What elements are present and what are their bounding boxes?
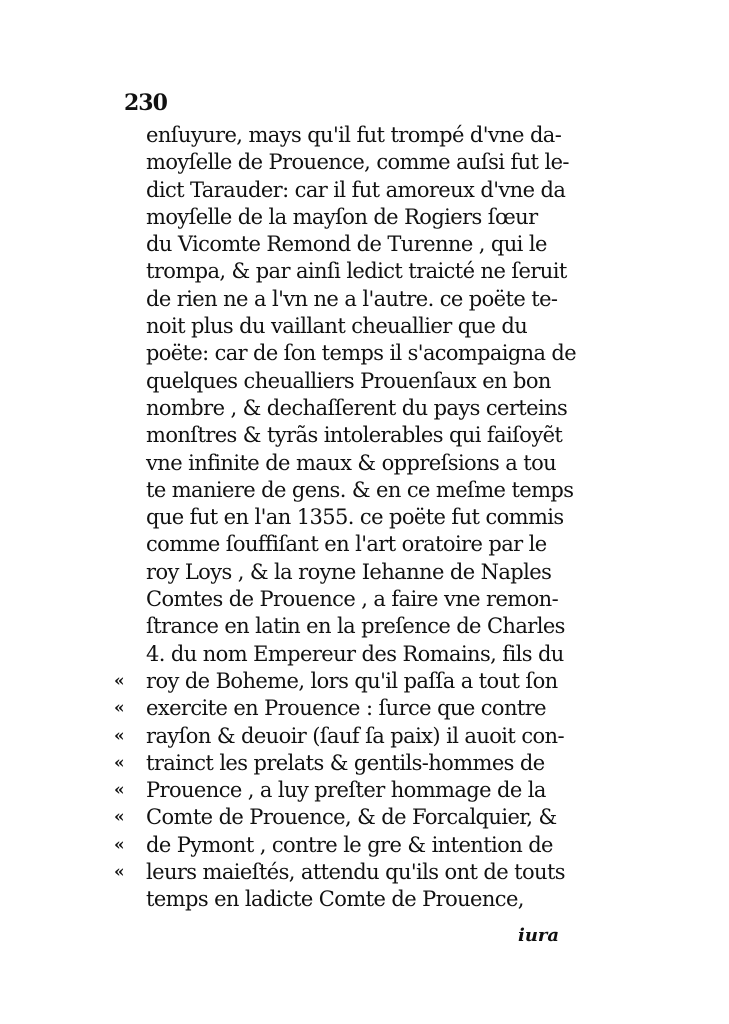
marginal-quote-mark: « bbox=[114, 670, 125, 691]
text-line bbox=[114, 777, 576, 804]
line-text: poëte: car de ſon temps il s'acompaigna de bbox=[146, 341, 576, 366]
text-line bbox=[146, 368, 576, 395]
line-text: te maniere de gens. & en ce meſme temps bbox=[146, 477, 574, 502]
text-line bbox=[146, 395, 576, 422]
line-text: Prouence , a luy preſter hommage de la bbox=[146, 778, 546, 803]
line-text: trainct les prelats & gentils-hommes de bbox=[146, 750, 545, 775]
line-text: noit plus du vaillant cheuallier que du bbox=[146, 314, 528, 339]
line-text: ſtrance en latin en la preſence de Charles bbox=[146, 614, 565, 639]
text-line bbox=[146, 258, 576, 285]
text-line bbox=[114, 804, 576, 831]
line-text: vne infinite de maux & oppreſsions a tou bbox=[146, 450, 557, 475]
line-text: enſuyure, mays qu'il fut trompé d'vne da- bbox=[146, 123, 562, 147]
text-line bbox=[146, 586, 576, 613]
text-line bbox=[146, 122, 576, 149]
text-line bbox=[114, 723, 576, 750]
line-text: 4. du nom Empereur des Romains, fils du bbox=[146, 641, 564, 666]
text-line bbox=[146, 149, 576, 176]
text-line bbox=[146, 286, 576, 313]
text-line bbox=[146, 340, 576, 367]
marginal-quote-mark: « bbox=[114, 725, 125, 746]
marginal-quote-mark: « bbox=[114, 834, 125, 855]
line-text: du Vicomte Remond de Turenne , qui le bbox=[146, 232, 547, 257]
text-line bbox=[146, 313, 576, 340]
text-line bbox=[146, 231, 576, 258]
text-line bbox=[114, 859, 576, 886]
text-line bbox=[114, 750, 576, 777]
text-line bbox=[114, 695, 576, 722]
text-line bbox=[146, 531, 576, 558]
text-line bbox=[146, 613, 576, 640]
text-line bbox=[114, 832, 576, 859]
text-line bbox=[146, 450, 576, 477]
line-text: leurs maieſtés, attendu qu'ils ont de touts bbox=[146, 860, 565, 885]
marginal-quote-mark: « bbox=[114, 807, 125, 828]
line-text: roy de Boheme, lors qu'il paſſa a tout ſon bbox=[146, 668, 558, 693]
text-line bbox=[146, 504, 576, 531]
text-line bbox=[146, 559, 576, 586]
line-text: dict Tarauder: car il fut amoreux d'vne da bbox=[146, 177, 566, 202]
line-text: exercite en Prouence : ſurce que contre bbox=[146, 696, 546, 721]
line-text: Comtes de Prouence , a faire vne remon- bbox=[146, 587, 559, 612]
line-text: nombre , & dechaſſerent du pays certeins bbox=[146, 395, 568, 420]
text-line bbox=[146, 422, 576, 449]
text-block bbox=[114, 122, 576, 914]
line-text: comme ſouffiſant en l'art oratoire par le bbox=[146, 532, 547, 557]
line-text: moyſelle de la mayſon de Rogiers ſœur bbox=[146, 204, 538, 229]
line-text: de Pymont , contre le gre & intention de bbox=[146, 832, 553, 857]
marginal-quote-mark: « bbox=[114, 698, 125, 719]
line-text: rayſon & deuoir (ſauf ſa paix) il auoit con- bbox=[146, 723, 564, 748]
text-line bbox=[146, 204, 576, 231]
marginal-quote-mark: « bbox=[114, 780, 125, 801]
line-text: moyſelle de Prouence, comme auſsi fut le- bbox=[146, 150, 569, 175]
text-line bbox=[146, 177, 576, 204]
marginal-quote-mark: « bbox=[114, 752, 125, 773]
marginal-quote-mark: « bbox=[114, 862, 125, 883]
line-text: que fut en l'an 1355. ce poëte fut commis bbox=[146, 505, 564, 530]
line-text: roy Loys , & la royne Iehanne de Naples bbox=[146, 559, 552, 584]
line-text: quelques cheualliers Prouenſaux en bon bbox=[146, 368, 551, 393]
text-line bbox=[114, 668, 576, 695]
text-line bbox=[146, 886, 576, 913]
line-text: temps en ladicte Comte de Prouence, bbox=[146, 887, 524, 912]
text-line bbox=[146, 477, 576, 504]
catchword: iura bbox=[518, 925, 560, 946]
line-text: trompa, & par ainſi ledict traicté ne ſeruit bbox=[146, 259, 567, 284]
page-number: 230 bbox=[124, 90, 167, 116]
line-text: Comte de Prouence, & de Forcalquier, & bbox=[146, 805, 557, 830]
line-text: monſtres & tyrãs intolerables qui faiſoyẽt bbox=[146, 423, 563, 448]
line-text: de rien ne a l'vn ne a l'autre. ce poëte te- bbox=[146, 286, 558, 311]
text-line bbox=[146, 641, 576, 668]
